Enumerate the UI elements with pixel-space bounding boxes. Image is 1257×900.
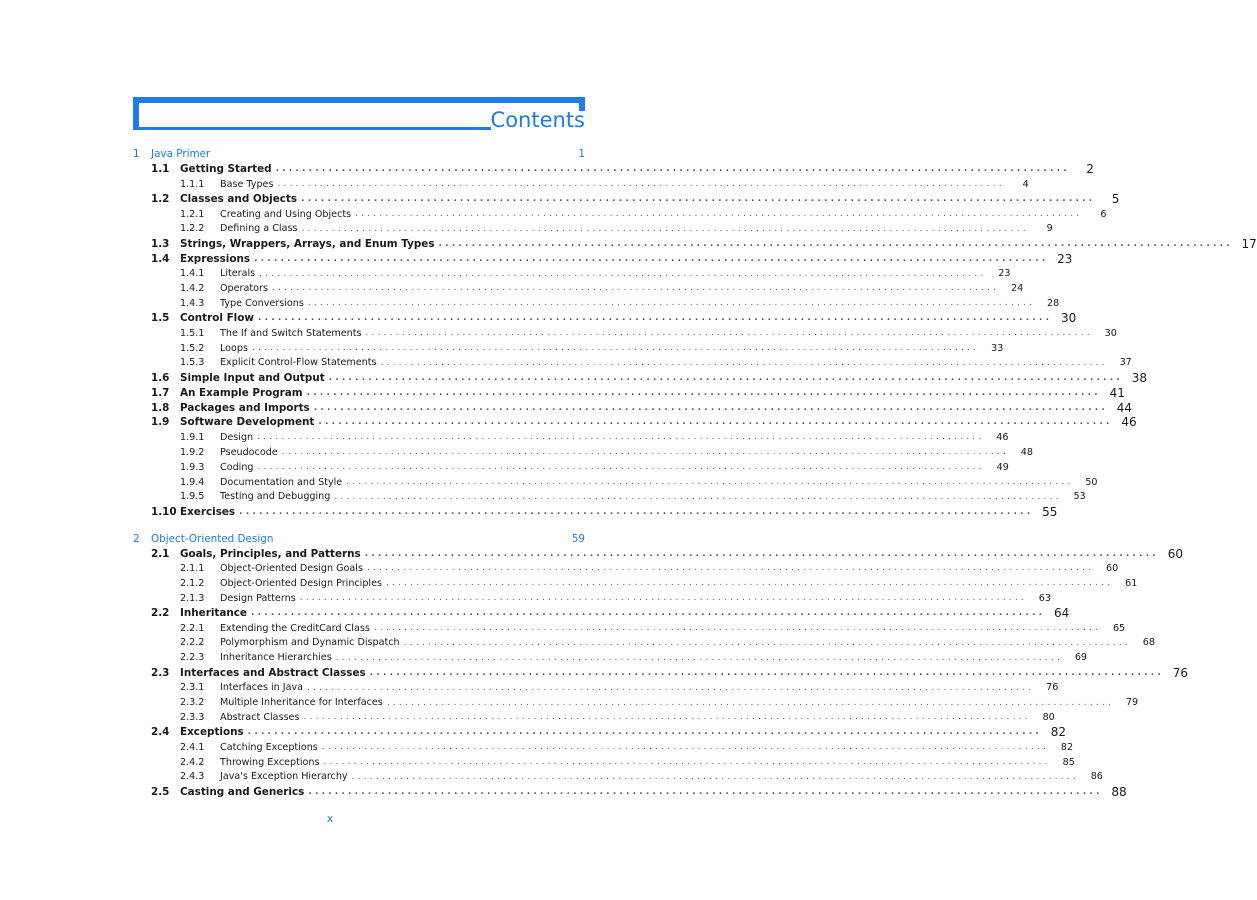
toc-subsection-entry[interactable] (133, 281, 1024, 296)
entry-page-number: 80 (1042, 711, 1055, 723)
entry-number: 1.2.2 (180, 223, 205, 235)
dot-leader: ........................................................................................................................ (306, 387, 1101, 398)
entry-number: 1.1 (151, 163, 170, 176)
toc-subsection-entry[interactable] (133, 740, 1074, 755)
entry-number: 1.1.1 (180, 178, 205, 190)
entry-page-number: 2 (1086, 162, 1094, 177)
entry-number: 1.9.3 (180, 461, 205, 473)
entry-title: Coding (220, 461, 254, 473)
entry-number: 1.2.1 (180, 208, 205, 220)
toc-subsection-entry[interactable] (133, 489, 1086, 504)
dot-leader: ........................................................................................................................ (334, 491, 1062, 502)
toc-subsection-entry[interactable] (133, 680, 1059, 695)
entry-title: Object-Oriented Design (151, 532, 274, 545)
toc-chapter-entry[interactable] (133, 147, 585, 162)
entry-number: 1.9.5 (180, 491, 205, 503)
entry-number: 2.3.1 (180, 682, 205, 694)
entry-page-number: 9 (1046, 223, 1053, 235)
entry-title: Abstract Classes (220, 711, 300, 723)
dot-leader: ........................................................................................................................ (369, 667, 1164, 678)
toc-section-entry[interactable] (133, 725, 1066, 740)
dot-leader: ........................................................................................................................ (365, 328, 1093, 339)
toc-section-entry[interactable] (133, 504, 1058, 519)
entry-title: Design (220, 431, 254, 443)
toc-subsection-entry[interactable] (133, 266, 1011, 281)
entry-number: 2.2.3 (180, 652, 205, 664)
entry-number: 1.9.2 (180, 446, 205, 458)
dot-leader: ........................................................................................................................ (364, 548, 1159, 559)
entry-title: Design Patterns (220, 592, 296, 604)
entry-title: Polymorphism and Dynamic Dispatch (220, 637, 400, 649)
dot-leader: ........................................................................................................................ (281, 447, 1010, 458)
entry-number: 2.1.2 (180, 577, 205, 589)
header-rule-bottom (133, 127, 491, 130)
dot-leader: ........................................................................................................................ (313, 402, 1109, 413)
dot-leader: ........................................................................................................................ (307, 682, 1035, 693)
entry-number: 2 (133, 532, 140, 545)
entry-page-number: 48 (1020, 446, 1034, 458)
header-rule-left (133, 97, 139, 130)
entry-page-number: 64 (1053, 606, 1070, 621)
toc-section-entry[interactable] (133, 784, 1127, 799)
toc-subsection-entry[interactable] (133, 695, 1139, 710)
dot-leader: ........................................................................................................................ (259, 268, 987, 279)
dot-leader: ........................................................................................................................ (321, 742, 1050, 753)
entry-title: Explicit Control-Flow Statements (220, 357, 377, 369)
entry-title: Throwing Exceptions (220, 756, 320, 768)
entry-title: Goals, Principles, and Patterns (180, 547, 361, 560)
toc-subsection-entry[interactable] (133, 326, 1117, 341)
entry-page-number: 50 (1085, 476, 1098, 488)
entry-number: 1.10 (151, 505, 177, 518)
toc-subsection-entry[interactable] (133, 430, 1009, 445)
entry-page-number: 59 (571, 532, 585, 545)
entry-number: 2.2.2 (180, 637, 205, 649)
entry-page-number: 17 (1241, 236, 1257, 251)
toc-subsection-entry[interactable] (133, 341, 1004, 356)
page-number: x (326, 812, 334, 825)
dot-leader: ........................................................................................................................ (380, 357, 1108, 368)
entry-page-number: 60 (1106, 562, 1119, 574)
dot-leader: ........................................................................................................................ (271, 283, 1000, 294)
entry-page-number: 30 (1060, 311, 1077, 326)
entry-title: Simple Input and Output (180, 371, 325, 384)
entry-page-number: 82 (1050, 725, 1066, 740)
contents-header (133, 97, 585, 130)
entry-number: 2.4.1 (180, 741, 205, 753)
dot-leader: ........................................................................................................................ (257, 313, 1053, 324)
toc-subsection-entry[interactable] (133, 636, 1155, 651)
toc-subsection-entry[interactable] (133, 621, 1126, 636)
dot-leader: ........................................................................................................................ (277, 179, 1005, 190)
entry-page-number: 55 (1042, 504, 1058, 519)
dot-leader: ........................................................................................................................ (250, 608, 1046, 619)
entry-page-number: 53 (1073, 491, 1086, 503)
entry-page-number: 76 (1046, 682, 1059, 694)
dot-leader: ........................................................................................................................ (301, 223, 1029, 234)
dot-leader: ........................................................................................................................ (257, 462, 985, 473)
dot-leader: ........................................................................................................................ (355, 209, 1083, 219)
entry-number: 2.3.2 (180, 697, 205, 708)
entry-title: Java Primer (151, 148, 211, 161)
dot-leader: ........................................................................................................................ (299, 593, 1027, 604)
toc-section-entry[interactable] (133, 415, 1137, 430)
entry-title: Inheritance Hierarchies (220, 652, 332, 664)
toc-subsection-entry[interactable] (133, 355, 1132, 370)
dot-leader: ........................................................................................................................ (252, 343, 980, 354)
toc-subsection-entry[interactable] (133, 561, 1119, 576)
dot-leader: ........................................................................................................................ (386, 697, 1115, 708)
entry-page-number: 60 (1167, 546, 1183, 561)
entry-number: 2.4 (151, 726, 170, 739)
entry-page-number: 61 (1125, 577, 1138, 589)
toc-subsection-entry[interactable] (133, 296, 1060, 311)
dot-leader: ........................................................................................................................ (307, 298, 1036, 309)
entry-page-number: 82 (1060, 741, 1074, 753)
entry-title: Pseudocode (220, 446, 278, 458)
entry-number: 1.5.2 (180, 342, 205, 354)
entry-number: 1.7 (151, 386, 170, 399)
dot-leader: ........................................................................................................................ (275, 164, 1070, 175)
entry-page-number: 30 (1104, 327, 1117, 339)
entry-title: Object-Oriented Design Principles (220, 577, 382, 589)
entry-number: 1.9 (151, 416, 170, 429)
entry-title: Object-Oriented Design Goals (220, 562, 363, 574)
dot-leader: ........................................................................................................................ (403, 637, 1131, 648)
entry-title: Java's Exception Hierarchy (220, 771, 348, 783)
header-rule-top (133, 97, 585, 103)
entry-title: Strings, Wrappers, Arrays, and Enum Types (180, 237, 435, 250)
entry-title: Extending the CreditCard Class (220, 622, 370, 634)
entry-title: Base Types (220, 178, 274, 190)
dot-leader: ........................................................................................................................ (373, 623, 1102, 634)
entry-number: 2.4.2 (180, 756, 205, 768)
entry-title: Interfaces in Java (220, 682, 304, 694)
toc-subsection-entry[interactable] (133, 221, 1053, 236)
entry-page-number: 24 (1011, 282, 1024, 294)
entry-title: Catching Exceptions (220, 741, 318, 753)
entry-page-number: 1 (578, 148, 585, 161)
entry-page-number: 46 (1121, 415, 1137, 430)
entry-number: 1.5.1 (180, 327, 205, 339)
entry-page-number: 37 (1119, 357, 1132, 369)
entry-title: Classes and Objects (180, 193, 298, 206)
entry-title: Packages and Imports (180, 401, 310, 414)
toc-section-entry[interactable] (133, 400, 1133, 415)
toc-subsection-entry[interactable] (133, 576, 1138, 591)
entry-page-number: 6 (1100, 208, 1107, 220)
entry-title: Casting and Generics (180, 785, 305, 798)
toc-subsection-entry[interactable] (133, 207, 1107, 222)
dot-leader: ........................................................................................................................ (301, 194, 1096, 205)
entry-page-number: 86 (1090, 771, 1103, 783)
entry-title: Inheritance (180, 607, 247, 620)
dot-leader: ........................................................................................................................ (254, 253, 1049, 264)
entry-title: Exceptions (180, 726, 244, 739)
entry-page-number: 49 (996, 461, 1009, 473)
dot-leader: ........................................................................................................................ (351, 771, 1079, 782)
entry-title: Loops (220, 342, 249, 354)
entry-number: 2.3 (151, 666, 170, 679)
dot-leader: ........................................................................................................................ (366, 563, 1095, 574)
entry-number: 2.2.1 (180, 622, 205, 634)
dot-leader: ........................................................................................................................ (335, 652, 1064, 663)
entry-page-number: 44 (1116, 400, 1133, 415)
entry-title: Control Flow (180, 312, 254, 325)
entry-page-number: 79 (1125, 697, 1139, 708)
toc-section-entry[interactable] (133, 251, 1073, 266)
toc-subsection-entry[interactable] (133, 755, 1075, 770)
toc-section-entry[interactable] (133, 606, 1070, 621)
entry-number: 1.9.1 (180, 431, 205, 443)
entry-title: Type Conversions (220, 297, 304, 309)
entry-title: Creating and Using Objects (220, 208, 352, 220)
entry-page-number: 28 (1046, 297, 1060, 309)
toc-section-entry[interactable] (133, 236, 1257, 251)
entry-title: Multiple Inheritance for Interfaces (220, 697, 383, 708)
entry-number: 1.5 (151, 312, 170, 325)
dot-leader: ........................................................................................................................ (323, 757, 1051, 768)
dot-leader: ........................................................................................................................ (318, 417, 1113, 428)
entry-page-number: 76 (1172, 665, 1188, 680)
entry-page-number: 68 (1142, 637, 1155, 649)
toc-subsection-entry[interactable] (133, 710, 1055, 725)
entry-number: 1.4 (151, 252, 170, 265)
dot-leader: ........................................................................................................................ (328, 372, 1123, 383)
toc-section-entry[interactable] (133, 192, 1120, 207)
page-title: Contents (490, 108, 585, 132)
entry-page-number: 23 (998, 268, 1011, 280)
toc-subsection-entry[interactable] (133, 770, 1103, 785)
entry-title: Documentation and Style (220, 476, 343, 488)
entry-page-number: 63 (1038, 592, 1051, 604)
entry-title: The If and Switch Statements (220, 327, 362, 339)
table-of-contents (133, 147, 1257, 799)
entry-number: 2.1 (151, 547, 170, 560)
toc-subsection-entry[interactable] (133, 650, 1088, 665)
entry-title: Defining a Class (220, 223, 298, 235)
toc-subsection-entry[interactable] (133, 445, 1034, 460)
entry-title: An Example Program (180, 386, 303, 399)
dot-leader: ........................................................................................................................ (346, 477, 1074, 488)
toc-chapter-entry[interactable] (133, 531, 585, 546)
entry-number: 2.4.3 (180, 771, 205, 783)
entry-title: Testing and Debugging (220, 491, 331, 503)
entry-title: Software Development (180, 416, 315, 429)
entry-page-number: 4 (1022, 178, 1029, 190)
toc-subsection-entry[interactable] (133, 591, 1051, 606)
entry-title: Getting Started (180, 163, 272, 176)
toc-section-entry[interactable] (133, 162, 1094, 177)
entry-number: 1.9.4 (180, 476, 205, 488)
toc-subsection-entry[interactable] (133, 475, 1098, 490)
entry-page-number: 41 (1109, 385, 1125, 400)
dot-leader: ........................................................................................................................ (257, 432, 985, 443)
entry-number: 1.8 (151, 401, 170, 414)
toc-subsection-entry[interactable] (133, 177, 1029, 192)
entry-page-number: 46 (996, 431, 1009, 443)
entry-page-number: 69 (1074, 652, 1088, 664)
entry-title: Operators (220, 282, 268, 294)
entry-title: Exercises (180, 505, 236, 518)
entry-number: 2.5 (151, 785, 170, 798)
entry-number: 2.1.1 (180, 562, 205, 574)
entry-page-number: 88 (1111, 784, 1127, 799)
entry-number: 2.2 (151, 607, 170, 620)
entry-number: 1.3 (151, 237, 170, 250)
entry-page-number: 5 (1111, 192, 1120, 207)
entry-page-number: 85 (1062, 756, 1075, 768)
entry-title: Expressions (180, 252, 251, 265)
toc-section-entry[interactable] (133, 311, 1077, 326)
dot-leader: ........................................................................................................................ (239, 506, 1034, 517)
entry-number: 1.5.3 (180, 357, 205, 369)
toc-section-entry[interactable] (133, 546, 1183, 561)
entry-page-number: 38 (1131, 370, 1147, 385)
toc-section-entry[interactable] (133, 385, 1125, 400)
toc-subsection-entry[interactable] (133, 460, 1009, 475)
entry-number: 2.1.3 (180, 592, 205, 604)
entry-number: 2.3.3 (180, 711, 205, 723)
entry-number: 1.6 (151, 371, 170, 384)
entry-number: 1.4.2 (180, 282, 205, 294)
toc-section-entry[interactable] (133, 665, 1188, 680)
entry-page-number: 33 (991, 342, 1004, 354)
dot-leader: ........................................................................................................................ (438, 238, 1233, 249)
dot-leader: ........................................................................................................................ (247, 727, 1042, 738)
entry-title: Interfaces and Abstract Classes (180, 666, 366, 679)
entry-number: 1.4.3 (180, 297, 205, 309)
dot-leader: ........................................................................................................................ (308, 786, 1103, 797)
dot-leader: ........................................................................................................................ (386, 578, 1114, 589)
toc-section-entry[interactable] (133, 370, 1147, 385)
dot-leader: ........................................................................................................................ (303, 712, 1031, 723)
entry-number: 1.2 (151, 193, 170, 206)
entry-page-number: 23 (1057, 251, 1073, 266)
entry-page-number: 65 (1112, 622, 1126, 634)
entry-number: 1 (133, 148, 140, 161)
entry-number: 1.4.1 (180, 268, 205, 280)
entry-title: Literals (220, 268, 256, 280)
